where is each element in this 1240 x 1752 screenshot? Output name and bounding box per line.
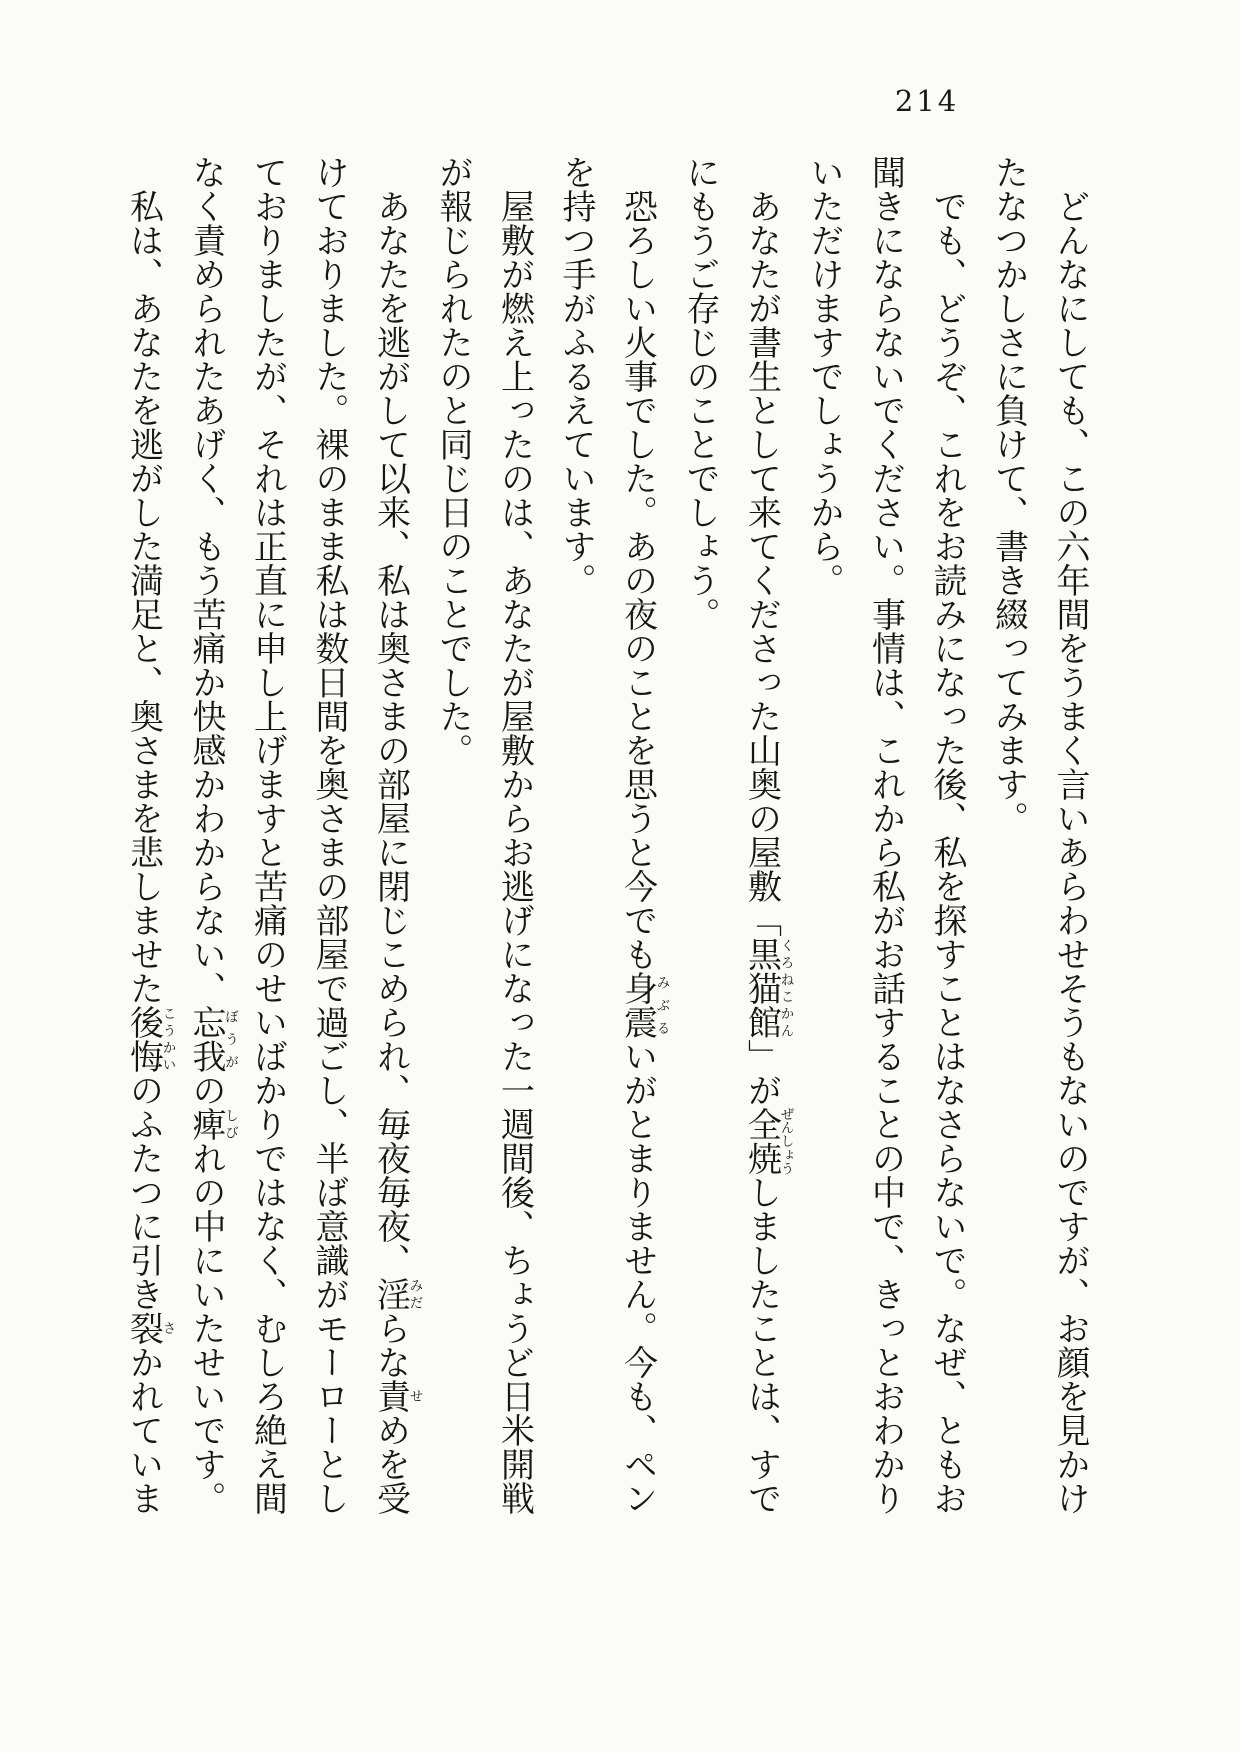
furigana: ぜんしょう: [777, 1107, 794, 1175]
furigana: ぼうが: [222, 1005, 238, 1073]
page-number: 214: [894, 84, 960, 118]
furigana: みだ: [406, 1277, 423, 1311]
furigana: こうかい: [159, 1005, 176, 1073]
furigana: しび: [222, 1107, 238, 1141]
paragraph: あなたを逃がして以来、私は奥さまの部屋に閉じこめられ、毎夜毎夜、淫みだらな責せめを受けておりました。裸のまま私は数日間を奥さまの部屋で過ごし、半ば意識がモーローとしておりましたが、それは正直に申し上げますと苦痛のせいばかりではなく、むしろ絶え間なく責められたあげく、もう苦痛か快感かわからない、忘我ぼうがの痺しびれの中にいたせいです。: [186, 155, 423, 1515]
ruby-annotated-word: 忘我ぼうが: [186, 1005, 238, 1073]
furigana: みぶる: [653, 971, 670, 1039]
ruby-annotated-word: 淫みだ: [370, 1277, 423, 1311]
furigana: さ: [159, 1311, 176, 1345]
ruby-annotated-word: 裂さ: [123, 1311, 176, 1345]
paragraph: でも、どうぞ、これをお読みになった後、私を探すことはなさらないで。なぜ、ともお聞きにならないでください。事情は、これから私がお話することの中で、きっとおわかりいただけますでしょうから。: [804, 155, 967, 1515]
ruby-annotated-word: 責せ: [370, 1379, 423, 1413]
paragraph: 屋敷が燃え上ったのは、あなたが屋敷からお逃げになった一週間後、ちょうど日米開戦が報じられたのと同じ日のことでした。: [433, 155, 535, 1515]
furigana: せ: [406, 1379, 423, 1413]
text-block: [112, 155, 1100, 1517]
furigana: くろねこかん: [777, 937, 794, 1039]
ruby-annotated-word: 全焼ぜんしょう: [741, 1107, 794, 1175]
paragraph: 私は、あなたを逃がした満足と、奥さまを悲しませた後悔こうかいのふたつに引き裂さかれていま: [123, 189, 176, 1515]
ruby-annotated-word: 後悔こうかい: [123, 1005, 176, 1073]
ruby-annotated-word: 黒猫館くろねこかん: [741, 937, 794, 1039]
ruby-annotated-word: 痺しび: [186, 1107, 238, 1141]
paragraph: あなたが書生として来てくださった山奥の屋敷「黒猫館くろねこかん」が全焼ぜんしょうしましたことは、すでにもうご存じのことでしょう。: [680, 155, 794, 1515]
paragraph: 恐ろしい火事でした。あの夜のことを思うと今でも身震みぶるいがとまりません。今も、ペンを持つ手がふるえています。: [556, 155, 670, 1515]
paragraph: どんなにしても、この六年間をうまく言いあらわせそうもないのですが、お顔を見かけたなつかしさに負けて、書き綴ってみます。: [988, 155, 1090, 1515]
ruby-annotated-word: 身震みぶる: [617, 971, 670, 1039]
